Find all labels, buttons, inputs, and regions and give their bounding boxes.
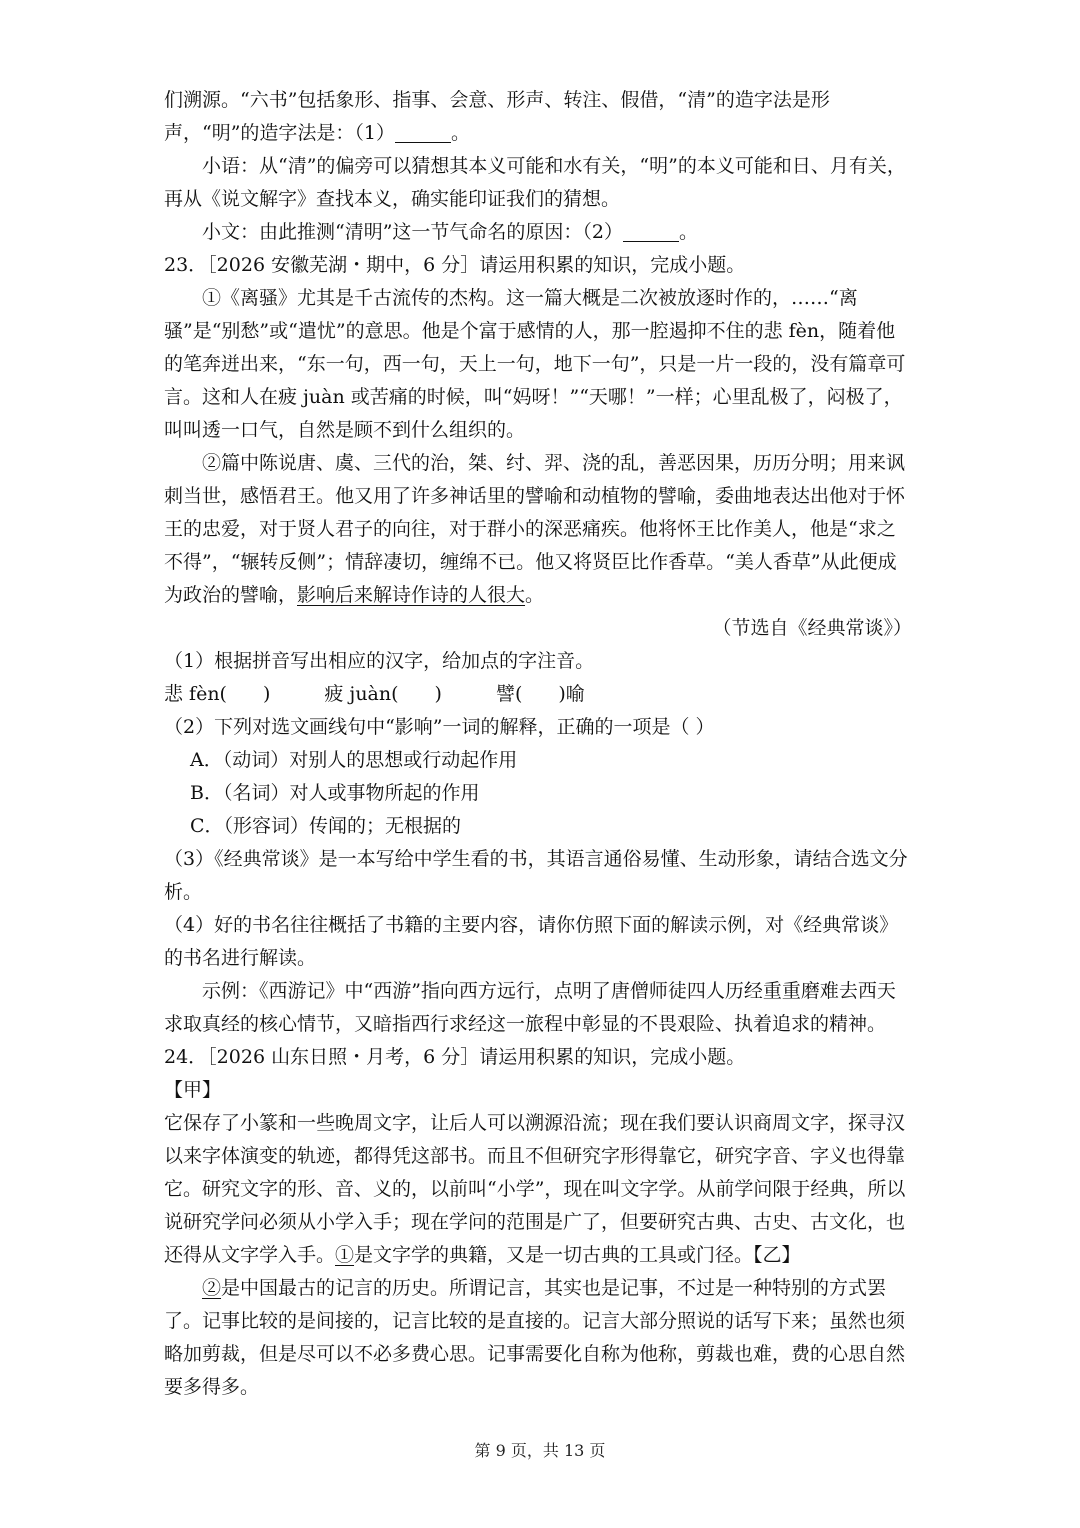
answer-blank-1[interactable] xyxy=(395,122,451,143)
q23-header: 23．［2026 安徽芜湖・期中，6 分］请运用积累的知识，完成小题。 xyxy=(164,254,746,276)
q23-sub1: （1）根据拼音写出相应的汉字，给加点的字注音。 xyxy=(164,650,595,672)
option-b[interactable]: B．（名词）对人或事物所起的作用 xyxy=(190,782,480,804)
q23-sub1-blanks: 悲 fèn( ) 疲 juàn( ) 譬( )喻 xyxy=(164,683,585,705)
q22-xiaowen: 小文：由此推测“清明”这一节气命名的原因：（2） 。 xyxy=(202,221,699,243)
q23-source: （节选自《经典常谈》） xyxy=(712,617,912,639)
q24-yi-text: ②是中国最古的记言的历史。所谓记言，其实也是记事，不过是一种特别的方式罢了。记事比较的是间接的，记言比较的是直接的。记言大部分照说的话写下来；虽然也须略加剪裁，但是尽可以不必多费心思。记事需要化自称为他称，剪裁也难，费的心思自然要多得多。 xyxy=(164,1277,906,1398)
q24-jia-label: 【甲】 xyxy=(164,1079,222,1101)
q23-passage-2: ②篇中陈说唐、虞、三代的治，桀、纣、羿、浇的乱，善恶因果，历历分明；用来讽刺当世，感悟君王。他又用了许多神话里的譬喻和动植物的譬喻，委曲地表达出他对于怀王的忠爱，对于贤人君子的向往，对于群小的深恶痛疾。他将怀王比作美人，他是“求之不得”，“辗转反侧”；情辞凄切，缠绵不已。他又将贤臣比作香草。“美人香草”从此便成为政治的譬喻，影响后来解诗作诗的人很大。 xyxy=(164,452,906,606)
page-content xyxy=(164,84,912,1404)
blank-2-marker[interactable]: ② xyxy=(202,1277,222,1299)
q23-passage-1: ①《离骚》尤其是千古流传的杰构。这一篇大概是二次被放逐时作的，……“离骚”是“别愁”或“遣忧”的意思。他是个富于感情的人，那一腔遏抑不住的悲 fèn，随着他的笔奔迸出来，“东一句，西一句，天上一句，地下一句”，只是一片一段的，没有篇章可言。这和人在疲 juàn 或苦痛的时候，叫“妈呀！”“天哪！”一样；心里乱极了，闷极了，叫叫透一口气，自然是顾不到什么组织的。 xyxy=(164,287,906,441)
option-a[interactable]: A．（动词）对别人的思想或行动起作用 xyxy=(190,749,518,771)
q23-example: 示例：《西游记》中“西游”指向西方远行，点明了唐僧师徒四人历经重重磨难去西天求取真经的核心情节，又暗指西行求经这一旅程中彰显的不畏艰险、执着追求的精神。 xyxy=(164,980,896,1035)
option-c[interactable]: C．（形容词）传闻的；无根据的 xyxy=(190,815,462,837)
q22-xiaoyu: 小语：从“清”的偏旁可以猜想其本义可能和水有关，“明”的本义可能和日、月有关，再从《说文解字》查找本义，确实能印证我们的猜想。 xyxy=(164,155,906,210)
q23-sub2: （2）下列对选文画线句中“影响”一词的解释，正确的一项是（ ） xyxy=(164,716,715,738)
q24-yi-label: 【乙】 xyxy=(753,1244,801,1266)
q24-jia-text: 它保存了小篆和一些晚周文字，让后人可以溯源沿流；现在我们要认识商周文字，探寻汉以来字体演变的轨迹，都得凭这部书。而且不但研究字形得靠它，研究字音、字义也得靠它。研究文字的形、音、义的，以前叫“小学”，现在叫文字学。从前学问限于经典，所以说研究学问必须从小学入手；现在学问的范围是广了，但要研究古典、古史、古文化，也还得从文字学入手。①是文字学的典籍，又是一切古典的工具或门径。【乙】 xyxy=(164,1112,906,1266)
q23-sub4: （4）好的书名往往概括了书籍的主要内容，请你仿照下面的解读示例，对《经典常谈》的书名进行解读。 xyxy=(164,914,899,969)
blank-1-marker[interactable]: ① xyxy=(335,1244,355,1266)
q22-line1: 们溯源。“六书”包括象形、指事、会意、形声、转注、假借，“清”的造字法是形声，“明”的造字法是：（1） 。 xyxy=(164,89,830,144)
q23-sub3: （3）《经典常谈》是一本写给中学生看的书，其语言通俗易懂、生动形象，请结合选文分析。 xyxy=(164,848,908,903)
page-footer: 第 9 页，共 13 页 xyxy=(474,1441,606,1460)
answer-blank-2[interactable] xyxy=(623,221,679,242)
q24-header: 24．［2026 山东日照・月考，6 分］请运用积累的知识，完成小题。 xyxy=(164,1046,746,1068)
underlined-sentence: 影响后来解诗作诗的人很大 xyxy=(297,584,526,606)
